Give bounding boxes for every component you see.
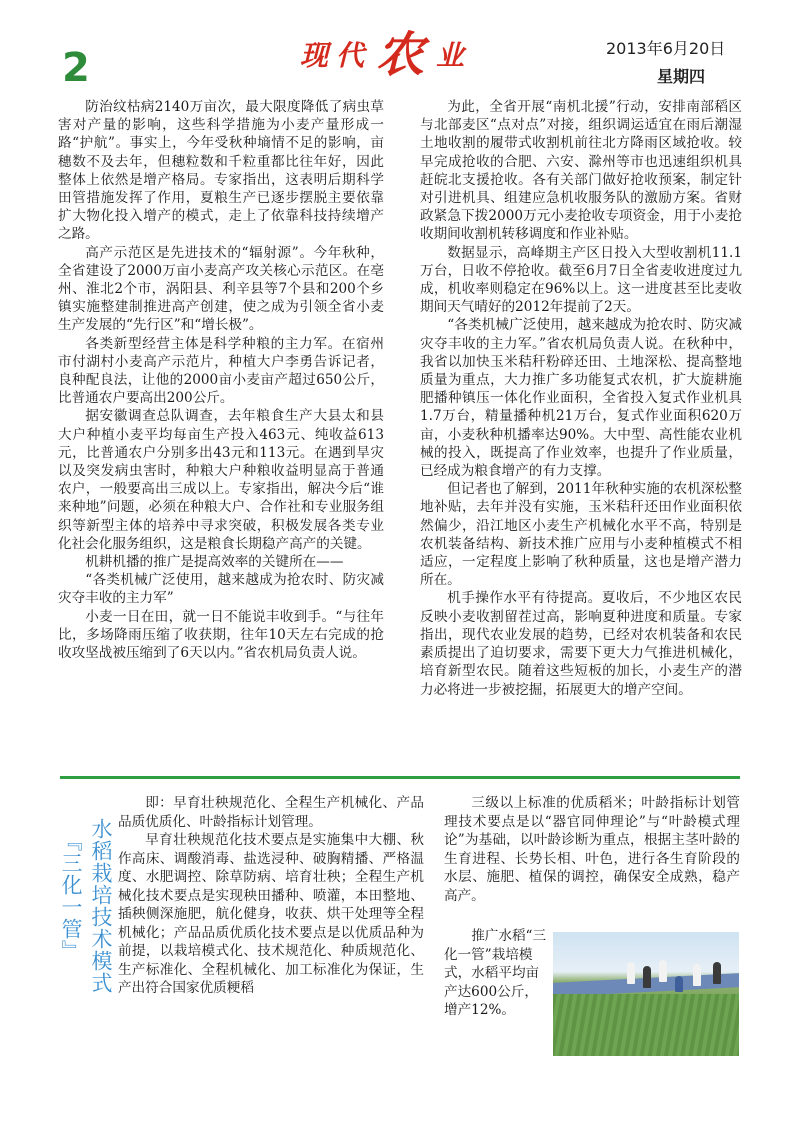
subheading: 机耕机播的推广是提高效率的关键所在—— [85,554,344,571]
masthead-char: 农 [376,27,425,83]
paragraph: 三级以上标准的优质稻米；叶龄指标计划管理技术要点是以“器官同伸理论”与“叶龄模式理论”为基础，以叶龄诊断为重点，根据主茎叶龄的生育进程、长势长相、叶色，进行各生育阶段的水层、施肥、植保的调控，确保安全成熟，稳产高产。 [444,795,740,904]
paragraph: 但记者也了解到，2011年秋种实施的农机深松整地补贴，去年并没有实施，玉米秸秆还田作业面积依然偏少，沿江地区小麦生产机械化水平不高，特别是农机装备结构、新技术推广应用与小麦种植模式不相适应，一定程度上影响了秋种质量，这也是增产潜力所在。 [420,481,742,589]
paragraph: 防治纹枯病2140万亩次，最大限度降低了病虫草害对产量的影响，这些科学措施为小麦产量形成一路“护航”。事实上，今年受秋种墒情不足的影响，亩穗数不及去年，但穗粒数和千粒重都比往年好，因此整体上依然是增产格局。专家指出，这表明后期科学田管措施发挥了作用，夏粮生产已逐步摆脱主要依靠扩大物化投入增产的模式，走上了依靠科技持续增产之路。 [58,99,384,243]
page-number: 2 [62,45,90,91]
article2-title-line: 『三化一管』 [59,830,83,962]
paragraph: 为此，全省开展“南机北援”行动，安排南部稻区与北部麦区“点对点”对接，组织调运适宜在雨后潮湿土地收割的履带式收割机前往北方降雨区域抢收。较早完成抢收的合肥、六安、滁州等市也迅速组织机具赶皖北支援抢收。各有关部门做好抢收预案，制定针对引进机具、组建应急机收服务队的激励方案。省财政紧急下拨2000万元小麦抢收专项资金，用于小麦抢收期间收割机转移调度和作业补贴。 [420,99,742,243]
article2-middle-column [118,794,424,998]
paragraph: 数据显示，高峰期主产区日投入大型收割机11.1万台，日收不停抢收。截至6月7日全省麦收进度过九成，机收率则稳定在96%以上。这一进度甚至比麦收期间天气晴好的2012年提前了2天。 [420,244,742,316]
issue-date: 2013年6月20日 [606,39,726,58]
caption-text: 推广水稻“三化一管”栽培模式，水稻平均亩产达600公斤，增产12%。 [444,928,547,1018]
article2-right-column [444,794,740,905]
person-figure [643,966,651,988]
masthead-char: 代 [336,39,365,72]
paragraph: 据安徽调查总队调查，去年粮食生产大县太和县大户种植小麦平均每亩生产投入463元、纯收益613元，比普通农户分别多出43元和113元。在遇到旱灾以及突发病虫害时，种粮大户种粮收益明显高于普通农户，一般要高出三成以上。专家指出，解决今后“谁来种地”问题，必须在种粮大户、合作社和专业服务组织等新型主体的培养中寻求突破，积极发展各类专业化社会化服务组织，这是粮食长期稳产高产的关键。 [58,408,384,552]
paragraph: 高产示范区是先进技术的“辐射源”。今年秋种，全省建设了2000万亩小麦高产攻关核心示范区。在亳州、淮北2个市，涡阳县、利辛县等7个县和200个乡镇实施整建制推进高产创建，使之成为引领全省小麦生产发展的“先行区”和“增长极”。 [58,244,384,334]
masthead-char: 业 [436,39,465,72]
issue-weekday: 星期四 [657,67,706,86]
person-figure [713,962,721,984]
section-divider [60,776,740,779]
paragraph: “各类机械广泛使用，越来越成为抢农时、防灾减灾夺丰收的主力军。”省农机局负责人说。在秋种中，我省以加快玉米秸秆粉碎还田、土地深松、提高整地质量为重点，大力推广多功能复式农机，扩大旋耕施肥播种镇压一体化作业面积，全省投入复式作业机具1.7万台，精量播种机21万台，复式作业面积620万亩，小麦秋种机播率达90%。大中型、高性能农业机械的投入，既提高了作业效率，也提升了作业质量，已经成为粮食增产的有力支撑。 [420,317,742,480]
person-figure [627,962,635,984]
person-figure [675,976,683,992]
paragraph: 机手操作水平有待提高。夏收后，不少地区农民反映小麦收割留茬过高，影响夏种进度和质量。专家指出，现代农业发展的趋势，已经对农机装备和农民素质提出了迫切要求，需要下更大力气推进机械化，培育新型农民。随着这些短板的加长，小麦生产的潜力必将进一步被挖掘，拓展更大的增产空间。 [420,590,742,698]
article2-title [56,818,116,1033]
subheading: “各类机械广泛使用，越来越成为抢农时、防灾减灾夺丰收的主力军” [58,572,384,607]
article1-left-column [58,98,384,662]
masthead-char: 现 [300,39,329,72]
paragraph: 早育壮秧规范化技术要点是实施集中大棚、秋作高床、调酸消毒、盐选浸种、破胸精播、严格温度、水肥调控、除草防病、培育壮秧；全程生产机械化技术要点是实现秧田播种、喷灌，本田整地、插秧侧深施肥，航化健身，收获、烘干处理等全程机械化；产品品质优质化技术要点是以优质品种为前提，以栽培模式化、技术规范化、种质规范化、生产标准化、全程机械化、加工标准化为保证，生产出符合国家优质粳稻 [118,832,424,996]
person-figure [659,960,667,982]
rice-field-photo [553,932,739,1056]
photo-caption [444,927,548,1020]
masthead [300,12,530,83]
paragraph: 即：早育壮秧规范化、全程生产机械化、产品品质优质化、叶龄指标计划管理。 [118,795,424,830]
paragraph: 小麦一日在田，就一日不能说丰收到手。“与往年比，多场降雨压缩了收获期，往年10天左右完成的抢收攻坚战被压缩到了6天以内。”省农机局负责人说。 [58,608,384,662]
article1-right-column [420,98,742,699]
person-figure [693,964,701,986]
article2-title-line: 水稻栽培技术模式 [89,818,113,994]
paragraph: 各类新型经营主体是科学种粮的主力军。在宿州市付湖村小麦高产示范片，种植大户李勇告诉记者，良种配良法，让他的2000亩小麦亩产超过650公斤，比普通农户要高出200公斤。 [58,335,384,407]
rice-field [553,994,739,1056]
